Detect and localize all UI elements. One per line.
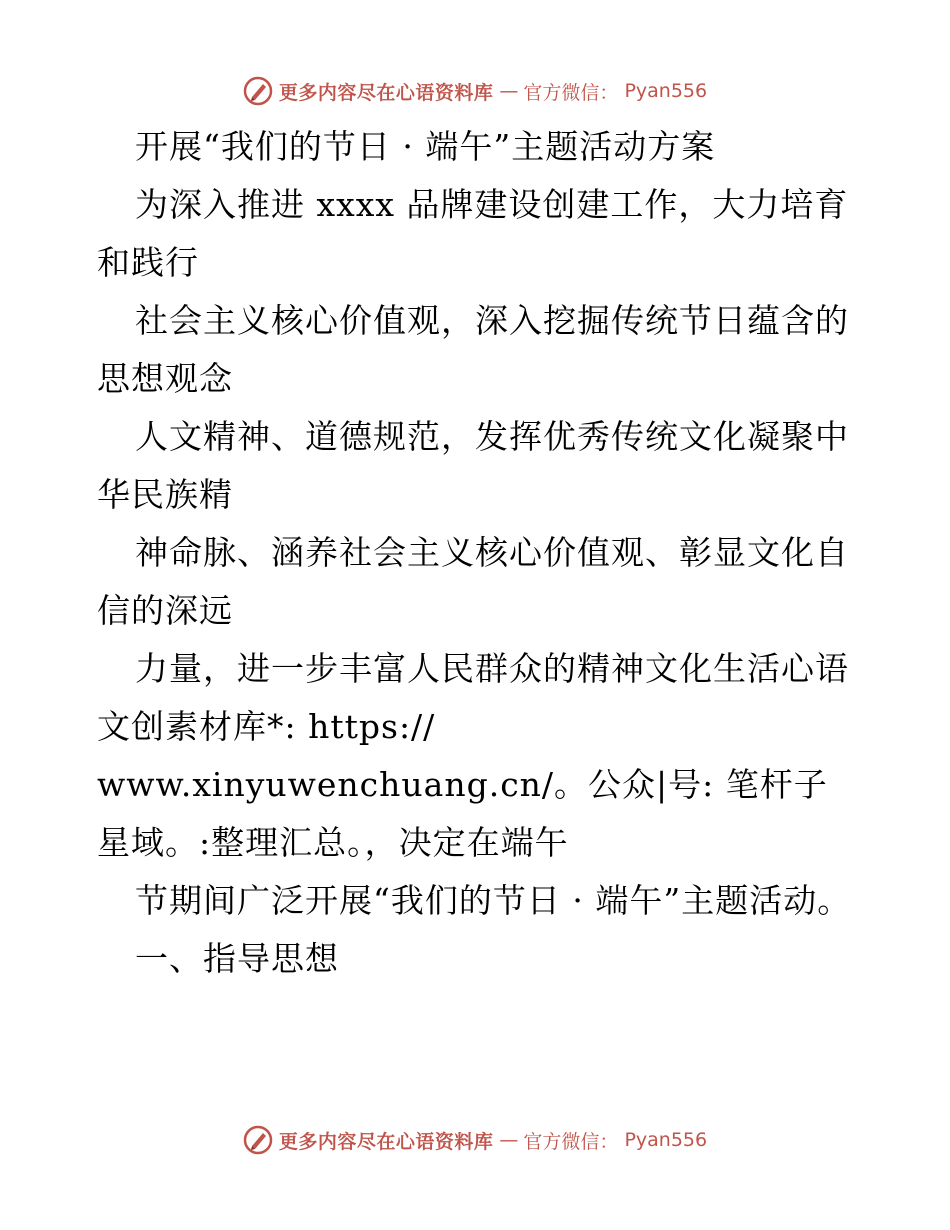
watermark-wechat-label: 官方微信： <box>523 1130 619 1153</box>
header-watermark <box>0 71 950 111</box>
pen-logo-icon <box>243 1125 273 1155</box>
pen-logo-icon <box>243 76 273 106</box>
document-paragraph: 神命脉、涵养社会主义核心价值观、彰显文化自信的深远 <box>97 533 849 630</box>
watermark-brand: 更多内容尽在心语资料库 <box>278 81 494 104</box>
document-paragraph: 社会主义核心价值观，深入挖掘传统节日蕴含的思想观念 <box>97 301 849 398</box>
watermark-brand: 更多内容尽在心语资料库 <box>278 1130 494 1153</box>
document-paragraph: 开展“我们的节日 · 端午”主题活动方案 <box>135 127 716 166</box>
document-paragraph: 一、指导思想 <box>135 939 339 978</box>
watermark-separator: — <box>499 1129 518 1151</box>
footer-watermark <box>0 1120 950 1160</box>
document-body <box>97 118 857 988</box>
document-paragraph: 节期间广泛开展“我们的节日 · 端午”主题活动。 <box>135 881 852 920</box>
watermark-wechat-label: 官方微信： <box>523 81 619 104</box>
document-paragraph: 为深入推进 xxxx 品牌建设创建工作，大力培育和践行 <box>97 185 849 282</box>
watermark-wechat-id: Pyan556 <box>624 80 708 102</box>
watermark-separator: — <box>499 80 518 102</box>
document-paragraph: www.xinyuwenchuang.cn/。公众|号: 笔杆子星域。:整理汇总。，决定在端午 <box>97 765 828 862</box>
watermark-wechat-id: Pyan556 <box>624 1129 708 1151</box>
document-paragraph: 力量，进一步丰富人民群众的精神文化生活心语文创素材库*: https:// <box>97 649 849 746</box>
document-paragraph: 人文精神、道德规范，发挥优秀传统文化凝聚中华民族精 <box>97 417 849 514</box>
